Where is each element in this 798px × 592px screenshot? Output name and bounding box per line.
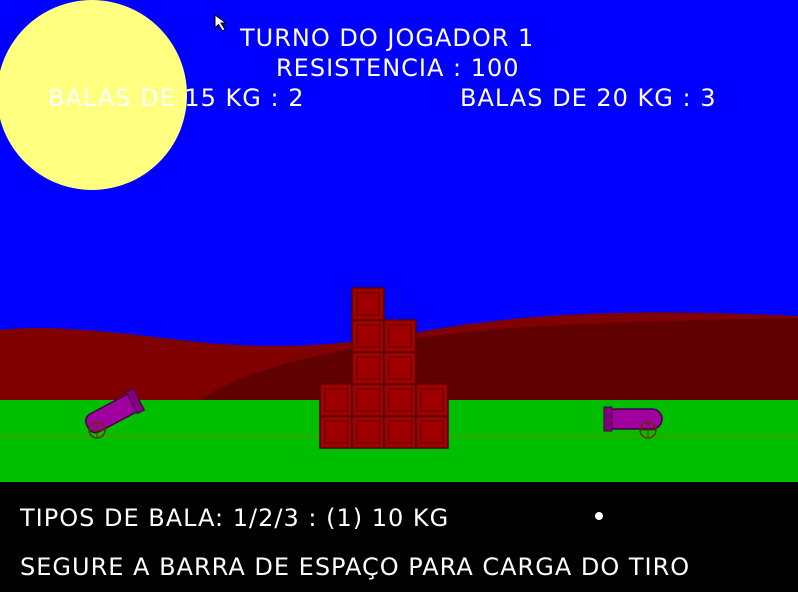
selected-ammo: (1) 10 KG (326, 504, 450, 532)
turn-indicator: TURNO DO JOGADOR 1 (240, 24, 535, 52)
ammo-15kg-readout: BALAS DE 15 KG : 2 (48, 84, 305, 112)
resistance-readout: RESISTENCIA : 100 (276, 54, 520, 82)
ammo-20kg-readout: BALAS DE 20 KG : 3 (460, 84, 717, 112)
resistance-value: 100 (470, 54, 520, 82)
ammo-20kg-count: 3 (700, 84, 717, 112)
ammo-types-label: TIPOS DE BALA: 1/2/3 (20, 504, 300, 532)
instruction-text: SEGURE A BARRA DE ESPAÇO PARA CARGA DO TIRO (20, 553, 691, 581)
charge-indicator (595, 512, 603, 520)
ammo-20kg-label: BALAS DE 20 KG (460, 84, 674, 112)
cursor-icon (214, 14, 232, 34)
ammo-15kg-label: BALAS DE 15 KG (48, 84, 262, 112)
ammo-type-selector: TIPOS DE BALA: 1/2/3 : (1) 10 KG (20, 504, 450, 532)
resistance-label: RESISTENCIA (276, 54, 445, 82)
ammo-15kg-count: 2 (288, 84, 305, 112)
